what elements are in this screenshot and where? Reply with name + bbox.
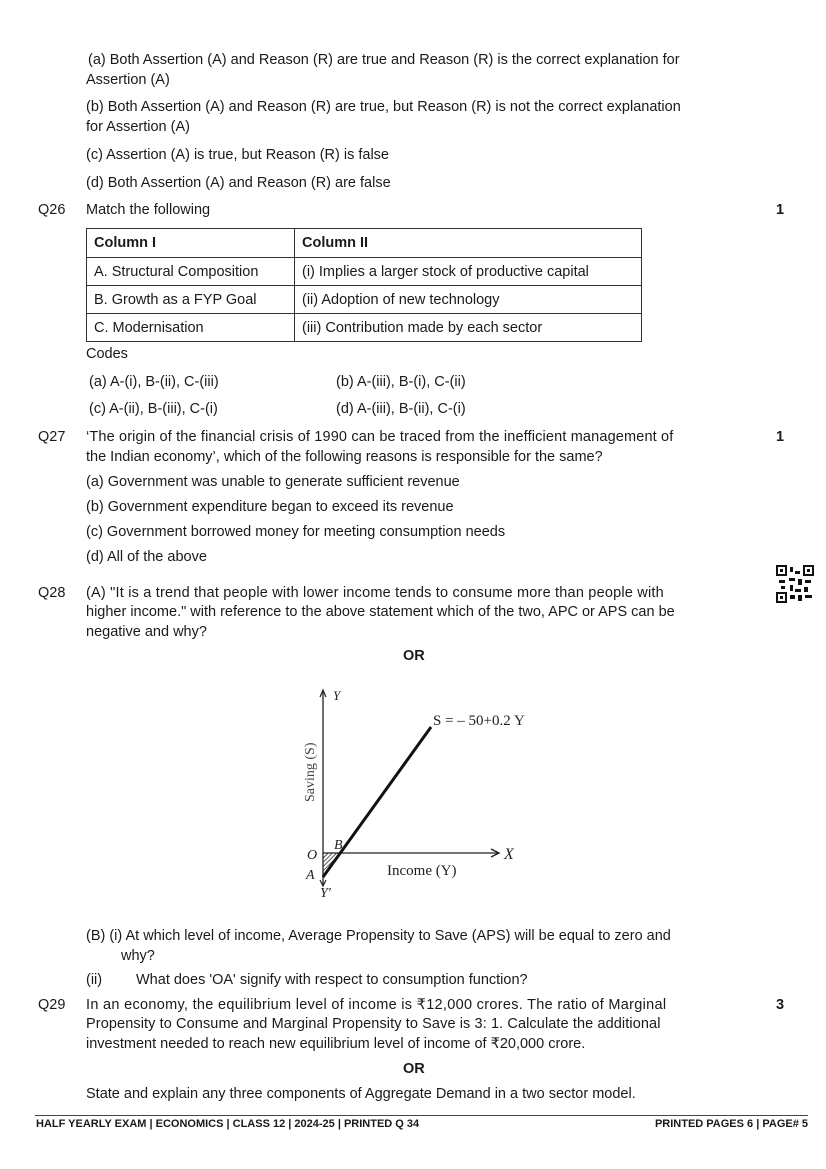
q29-text-2: Propensity to Consume and Marginal Propensity to Save is 3: 1. Calculate the additional (86, 1016, 661, 1032)
q29-alt: State and explain any three components of Aggregate Demand in a two sector model. (86, 1086, 636, 1102)
q28-or: OR (403, 648, 425, 664)
q28-text-1: (A) "It is a trend that people with lower income tends to consume more than people with (86, 585, 664, 601)
point-b-label: B (334, 838, 343, 853)
q25-option-a: (a) Both Assertion (A) and Reason (R) are true and Reason (R) is the correct explanation for (88, 52, 680, 68)
equation-label: S = – 50+0.2 Y (433, 713, 525, 729)
q28-number: Q28 (38, 585, 66, 601)
cell: C. Modernisation (87, 314, 295, 342)
q28-b-i-2: why? (121, 948, 155, 964)
q29-or: OR (403, 1061, 425, 1077)
q29-text-1: In an economy, the equilibrium level of income is ₹12,000 crores. The ratio of Marginal (86, 997, 667, 1013)
q26-option-c: (c) A-(ii), B-(iii), C-(i) (89, 401, 218, 417)
q28-b-ii: What does 'OA' signify with respect to consumption function? (136, 972, 528, 988)
col-header-2: Column II (295, 229, 642, 258)
point-a-label: A (306, 868, 315, 883)
cell: B. Growth as a FYP Goal (87, 286, 295, 314)
q25-option-a-cont: Assertion (A) (86, 72, 170, 88)
q28-b-i-1: (B) (i) At which level of income, Average Propensity to Save (APS) will be equal to zero and (86, 928, 671, 944)
q26-option-b: (b) A-(iii), B-(i), C-(ii) (336, 374, 466, 390)
table-row (87, 314, 642, 342)
q28-text-3: negative and why? (86, 624, 207, 640)
q27-option-a: (a) Government was unable to generate sufficient revenue (86, 474, 460, 490)
q27-text-2: the Indian economy’, which of the following reasons is responsible for the same? (86, 449, 603, 465)
q26-number: Q26 (38, 202, 66, 218)
cell: A. Structural Composition (87, 258, 295, 286)
cell: (ii) Adoption of new technology (295, 286, 642, 314)
y-neg-label: Y' (320, 886, 331, 901)
footer-left: HALF YEARLY EXAM | ECONOMICS | CLASS 12 | 2024-25 | PRINTED Q 34 (36, 1118, 420, 1130)
x-axis-label: X (504, 846, 514, 863)
q27-text-1: ‘The origin of the financial crisis of 1990 can be traced from the inefficient management of (86, 429, 674, 445)
q26-text: Match the following (86, 202, 211, 218)
q25-option-d: (d) Both Assertion (A) and Reason (R) are false (86, 175, 391, 191)
q27-number: Q27 (38, 429, 66, 445)
q26-option-a: (a) A-(i), B-(ii), C-(iii) (89, 374, 219, 390)
col-header-1: Column I (87, 229, 295, 258)
q27-option-d: (d) All of the above (86, 549, 207, 565)
qr-code-icon (776, 565, 814, 603)
footer-right: PRINTED PAGES 6 | PAGE# 5 (654, 1118, 808, 1130)
table-row (87, 286, 642, 314)
q27-option-b: (b) Government expenditure began to exceed its revenue (86, 499, 454, 515)
q29-marks: 3 (776, 997, 785, 1013)
q26-option-d: (d) A-(iii), B-(ii), C-(i) (336, 401, 466, 417)
y-axis-label: Y (333, 688, 341, 703)
q27-option-c: (c) Government borrowed money for meeting consumption needs (86, 524, 506, 540)
codes-label: Codes (86, 346, 128, 362)
origin-label: O (307, 848, 318, 863)
cell: (iii) Contribution made by each sector (295, 314, 642, 342)
match-table (86, 228, 642, 342)
saving-line (323, 727, 431, 877)
q29-number: Q29 (38, 997, 66, 1013)
table-row (87, 258, 642, 286)
footer-divider (35, 1115, 808, 1116)
q25-option-c: (c) Assertion (A) is true, but Reason (R) is false (86, 147, 389, 163)
saving-function-diagram (280, 680, 540, 910)
cell: (i) Implies a larger stock of productive capital (295, 258, 642, 286)
income-axis-title: Income (Y) (387, 863, 457, 879)
q28-b-ii-number: (ii) (86, 972, 103, 988)
q29-text-3: investment needed to reach new equilibrium level of income of ₹20,000 crore. (86, 1036, 586, 1052)
q26-marks: 1 (776, 202, 785, 218)
saving-axis-title: Saving (S) (303, 742, 318, 802)
q25-option-b: (b) Both Assertion (A) and Reason (R) are true, but Reason (R) is not the correct explanation (86, 99, 681, 115)
q25-option-b-cont: for Assertion (A) (86, 119, 190, 135)
q28-text-2: higher income." with reference to the above statement which of the two, APC or APS can be (86, 604, 675, 620)
q27-marks: 1 (776, 429, 785, 445)
